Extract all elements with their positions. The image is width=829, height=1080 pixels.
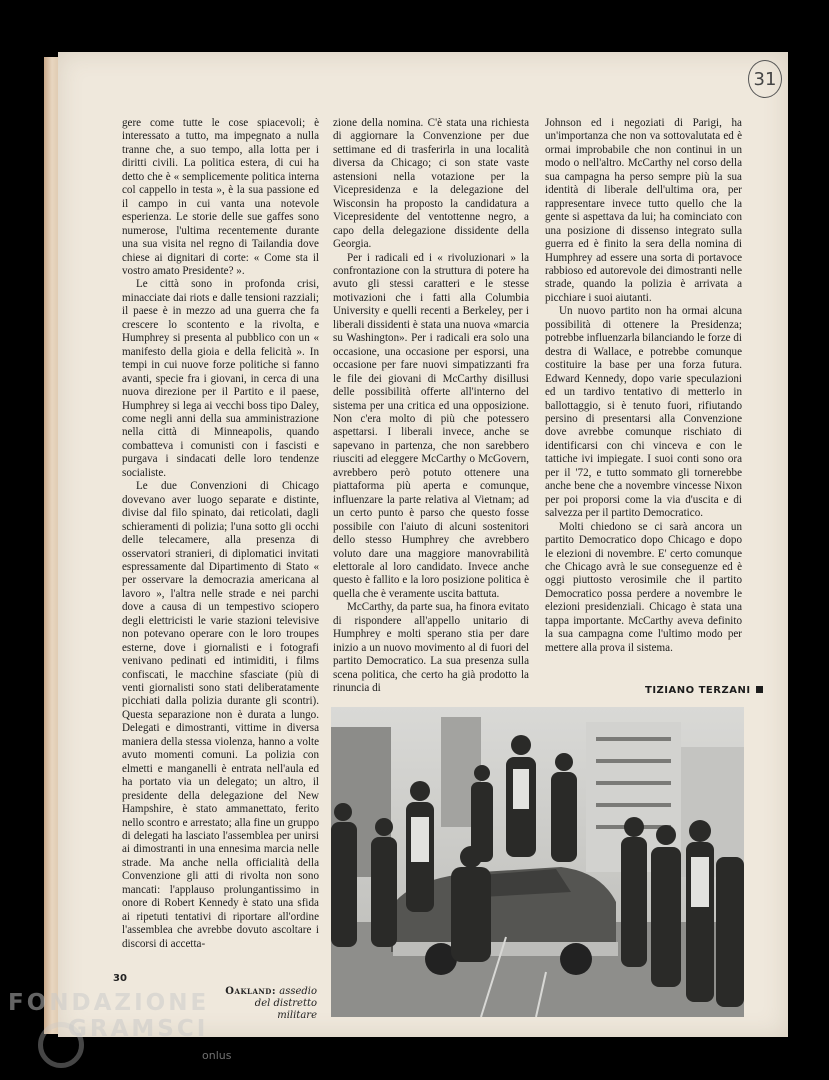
text-column-2	[333, 117, 529, 707]
paragraph: Molti chiedono se ci sarà ancora un partito Democratico dopo Chicago e dopo le elezioni di novembre. E' certo comunque che Chicago avrà le sue conseguenze ed è oggi piuttosto verosimile che il partito Democratico possa perdere a novembre le elezioni presidenziali. Chicago è stata una tappa importante. McCarthy aveva definito la sua campagna come l'ultimo modo per mettere alla prova il sistema.	[545, 520, 742, 654]
paragraph: Johnson ed i negoziati di Parigi, ha un'importanza che non va sottovalutata ed è ormai improbabile che non continui in un modo o nell'altro. McCarthy nel corso della sua campagna ha perso sempre più la sua identità di liberale dell'ultima ora, per rappresentare invece tutto quello che la gente si aspettava da lui; ha cominciato con una posizione di dissenso integrato sulla guerra ed è finito la sera della nomina di Humphrey ad essere una sorta di portavoce rabbioso ed autorevole dei dimostranti nelle strade, quando la polizia è arrivata a picchiare i suoi aiutanti.	[545, 117, 742, 304]
caption-place: Oakland:	[225, 986, 277, 997]
archive-watermark	[8, 990, 209, 1042]
handwritten-folio-number: 31	[748, 60, 782, 98]
paragraph: McCarthy, da parte sua, ha finora evitato di rispondere all'appello unitario di Humphrey e molti sperano stia per dare inizio a un nuovo movimento al di fuori del partito Democratico. La sua presenza sulla scena politica, che certo ha già prodotto la rinuncia di	[333, 601, 529, 695]
watermark-logo-icon	[38, 1022, 84, 1068]
news-photo	[331, 707, 744, 1017]
watermark-line-2: GRAMSCI	[68, 1016, 209, 1042]
page-number: 30	[113, 973, 127, 984]
photo-caption	[212, 986, 317, 1022]
watermark-line-1: FONDAZIONE	[8, 990, 210, 1016]
paragraph: Le due Convenzioni di Chicago dovevano aver luogo separate e distinte, divise dal filo spinato, dai reticolati, dagli schieramenti di polizia; l'una sotto gli occhi delle telecamere, alla presenza di osservatori stranieri, di diplomatici invitati espressamente dal Dipartimento di Stato « per osservare la democrazia americana al lavoro », l'altra nelle strade e nei parchi dove a causa di un tempestivo sciopero degli elettricisti le varie stazioni televisive non potevano operare con le loro troupes esterne, dove i giornalisti e i fotografi venivano pedinati ed intimiditi, i films confiscati, le macchine sfasciate (più di venti giornalisti sono stati deliberatamente picchiati dalla polizia durante gli scontri). Questa separazione non è durata a lungo. Delegati e dimostranti, vittime in diversa maniera della stessa violenza, hanno a volte avuto momenti comuni. La polizia con elmetti e manganelli è entrata nell'aula ed ha portato via un delegato; un altro, il presidente della delegazione del New Hampshire, è stato ammanettato, ferito nello scontro e arrestato; alla fine un gruppo di delegati ha lasciato l'assemblea per unirsi ai dimostranti in una ennesima marcia nelle strade. Ma anche nella officialità della Convenzione gli atti di rivolta non sono mancati: l'applauso prolungantissimo in onore di Robert Kennedy è stato una sfida ai ripetuti tentativi di riportare all'ordine l'assemblea che avrebbe dovuto ascoltare i discorsi di accetta-	[122, 480, 319, 950]
caption-text: assedio del distretto militare	[254, 986, 317, 1021]
author-name: TIZIANO TERZANI	[645, 685, 751, 696]
paragraph: zione della nomina. C'è stata una richiesta di aggiornare la Convenzione per due settimane ed di trasferirla in una località diversa da Chicago; ci son state vaste astensioni nella votazione per la Vicepresidenza e la delegazione del Wisconsin ha proposto la candidatura a Vicepresidente del ventottenne negro, a capo della delegazione dissidente della Georgia.	[333, 117, 529, 251]
paragraph: Per i radicali ed i « rivoluzionari » la confrontazione con la struttura di potere ha avuto gli stessi caratteri e le stesse motivazioni che i fatti alla Columbia University e quelli recenti a Berkeley, per i liberali dissidenti è stata una nuova «marcia su Washington». Per i radicali era solo una occasione, una occasione per esporsi, una occasione per fare nuovi simpatizzanti fra le file dei giovani di McCarthy disillusi delle possibilità offerte all'interno del sistema per una critica ed una opposizione. Non c'era molto di più che potessero aspettarsi. I liberali invece, anche se sapevano in partenza, che non sarebbero riusciti ad eleggere McCarthy o McGovern, avrebbero però potuto ottenere una piattaforma più aperta e comunque, influenzare la parte relativa al Vietnam; ad un certo punto è parso che questo fosse possibile con l'aiuto di alcuni sostenitori dello stesso Humphrey che avrebbero voluto dare una maggiore manovrabilità elettorale al loro candidato. Invece anche questo è fallito e la loro posizione politica è quella che è veramente uscita battuta.	[333, 251, 529, 600]
paragraph: Le città sono in profonda crisi, minacciate dai riots e dalle tensioni razziali; il paese è in mezzo ad una guerra che fa crescere lo scontento e la rivolta, e Humphrey si presenta al pubblico con un « manifesto della gioia e della felicità ». In tempi in cui nuove forze politiche si fanno avanti, specie fra i giovani, in cerca di una nuova direzione per il Partito e il paese, Humphrey si lega ai vecchi boss tipo Daley, come negli anni della sua amministrazione nella città di Minneapolis, quando combatteva i comunisti con i fascisti e purgava i sindacati delle loro tendenze socialiste.	[122, 278, 319, 479]
author-byline	[645, 685, 763, 696]
watermark-subtitle: onlus	[202, 1049, 232, 1062]
text-column-3	[545, 117, 742, 687]
end-mark-icon	[756, 686, 763, 693]
protest-photo-illustration	[331, 707, 744, 1017]
paragraph: Un nuovo partito non ha ormai alcuna possibilità di ottenere la Presidenza; potrebbe influenzarla bilanciando le forze di destra di Wallace, e potrebbe comunque costituire la base per una forza futura. Edward Kennedy, dopo varie speculazioni ed un tardivo tentativo di metterlo in ballottaggio, si è tenuto fuori, rifiutando persino di presentarsi alla Convenzione dove avrebbe comunque rischiato di identificarsi con chi vinceva e con le tattiche ivi impiegate. I suoi conti sono ora per il '72, e tutto sommato gli tornerebbe anche bene che a novembre vincesse Nixon per poi proporsi come la via d'uscita e di salvezza per il partito Democratico.	[545, 305, 742, 520]
paragraph: gere come tutte le cose spiacevoli; è interessato a tutto, ma impegnato a nulla tranne che, a suo tempo, alla lotta per i diritti civili. La politica estera, di cui ha detto che è « semplicemente politica interna col cappello in testa », è la sua passione ed il campo in cui vanta una notevole esperienza. Le storie delle sue gaffes sono numerose, l'ultima recentemente durante una sua visita nel regno di Tailandia dove chiese ai dignitari di corte: « Come sta il vostro amato Presidente? ».	[122, 117, 319, 277]
text-column-1	[122, 117, 319, 972]
